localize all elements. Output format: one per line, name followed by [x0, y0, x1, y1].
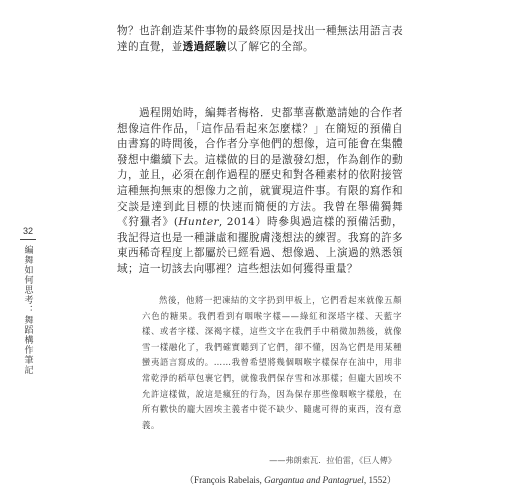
quote-source [185, 472, 396, 486]
source-year: , 1552） [363, 475, 396, 485]
paragraph-text: , 2014）時參與過這樣的預備活動，我記得這也是一種謙虛和擺脫膚淺想法的練習。我寫的許多東西稀奇程度上都屬於已經看過、想像過、上演過的熟悉領域；這一切該去向哪裡？這些想法如何獲得重量？ [117, 216, 403, 275]
page-number: 32 [20, 226, 36, 240]
paragraph-text: 物？也許創造某件事物的最終原因是找出一種無法用語言表達的直覺，並 [117, 25, 403, 53]
source-title: Gargantua and Pantagruel [264, 475, 364, 485]
block-quote: 然後，他將一把凍結的文字扔到甲板上，它們看起來就像五顏六色的糖果。我們看到有咽喉字樣——綠紅和深塔字樣、天藍字樣、或者字樣、深褐字樣，這些文字在我們手中稍微加熱後，就像雪一樣融化了，我們確實聽到了它們，卻不懂，因為它們是用某種蠻夷語言寫成的。……我曾希望將幾個咽喉字樣保存在油中，用非常乾淨的稻草包裹它們，就像我們保存雪和冰那樣；但龐大固埃不允許這樣做，說這是瘋狂的行為，因為保存那些像咽喉字樣般，在所有歡快的龐大固埃主義者中從不缺少、隨處可得的東西，沒有意義。 [142, 295, 402, 430]
side-folio [20, 226, 36, 375]
citation-title: Hunter [178, 216, 219, 229]
source-text: （François Rabelais, [184, 475, 265, 485]
paragraph-text: 以了解它的全部。 [226, 40, 315, 53]
quote-attribution: ——弗朗索瓦．拉伯雷，《巨人傳》 [269, 455, 396, 465]
opening-paragraph [117, 24, 403, 55]
paragraph-text: 過程開始時，編舞者梅格．史都華喜歡邀請她的合作者想像這件作品，「這作品看起來怎麼樣？」在簡短的預備自由書寫的時間後，合作者分享他們的想像，這可能會在集體發想中繼續下去。這樣做的目的是激發幻想，作為創作的動力，並且，必須在創作過程的歷史和對各種素材的依附接管這種無拘無束的想像力之前，就實現這件事。有限的寫作和交談是達到此目標的快速而簡便的方法。我曾在舉備獨舞《狩獵者》( [117, 107, 403, 229]
body-paragraph [117, 106, 403, 278]
running-title: 編舞如何思考：舞蹈構作筆記 [22, 245, 33, 375]
bold-phrase: 透過經驗 [182, 40, 227, 53]
